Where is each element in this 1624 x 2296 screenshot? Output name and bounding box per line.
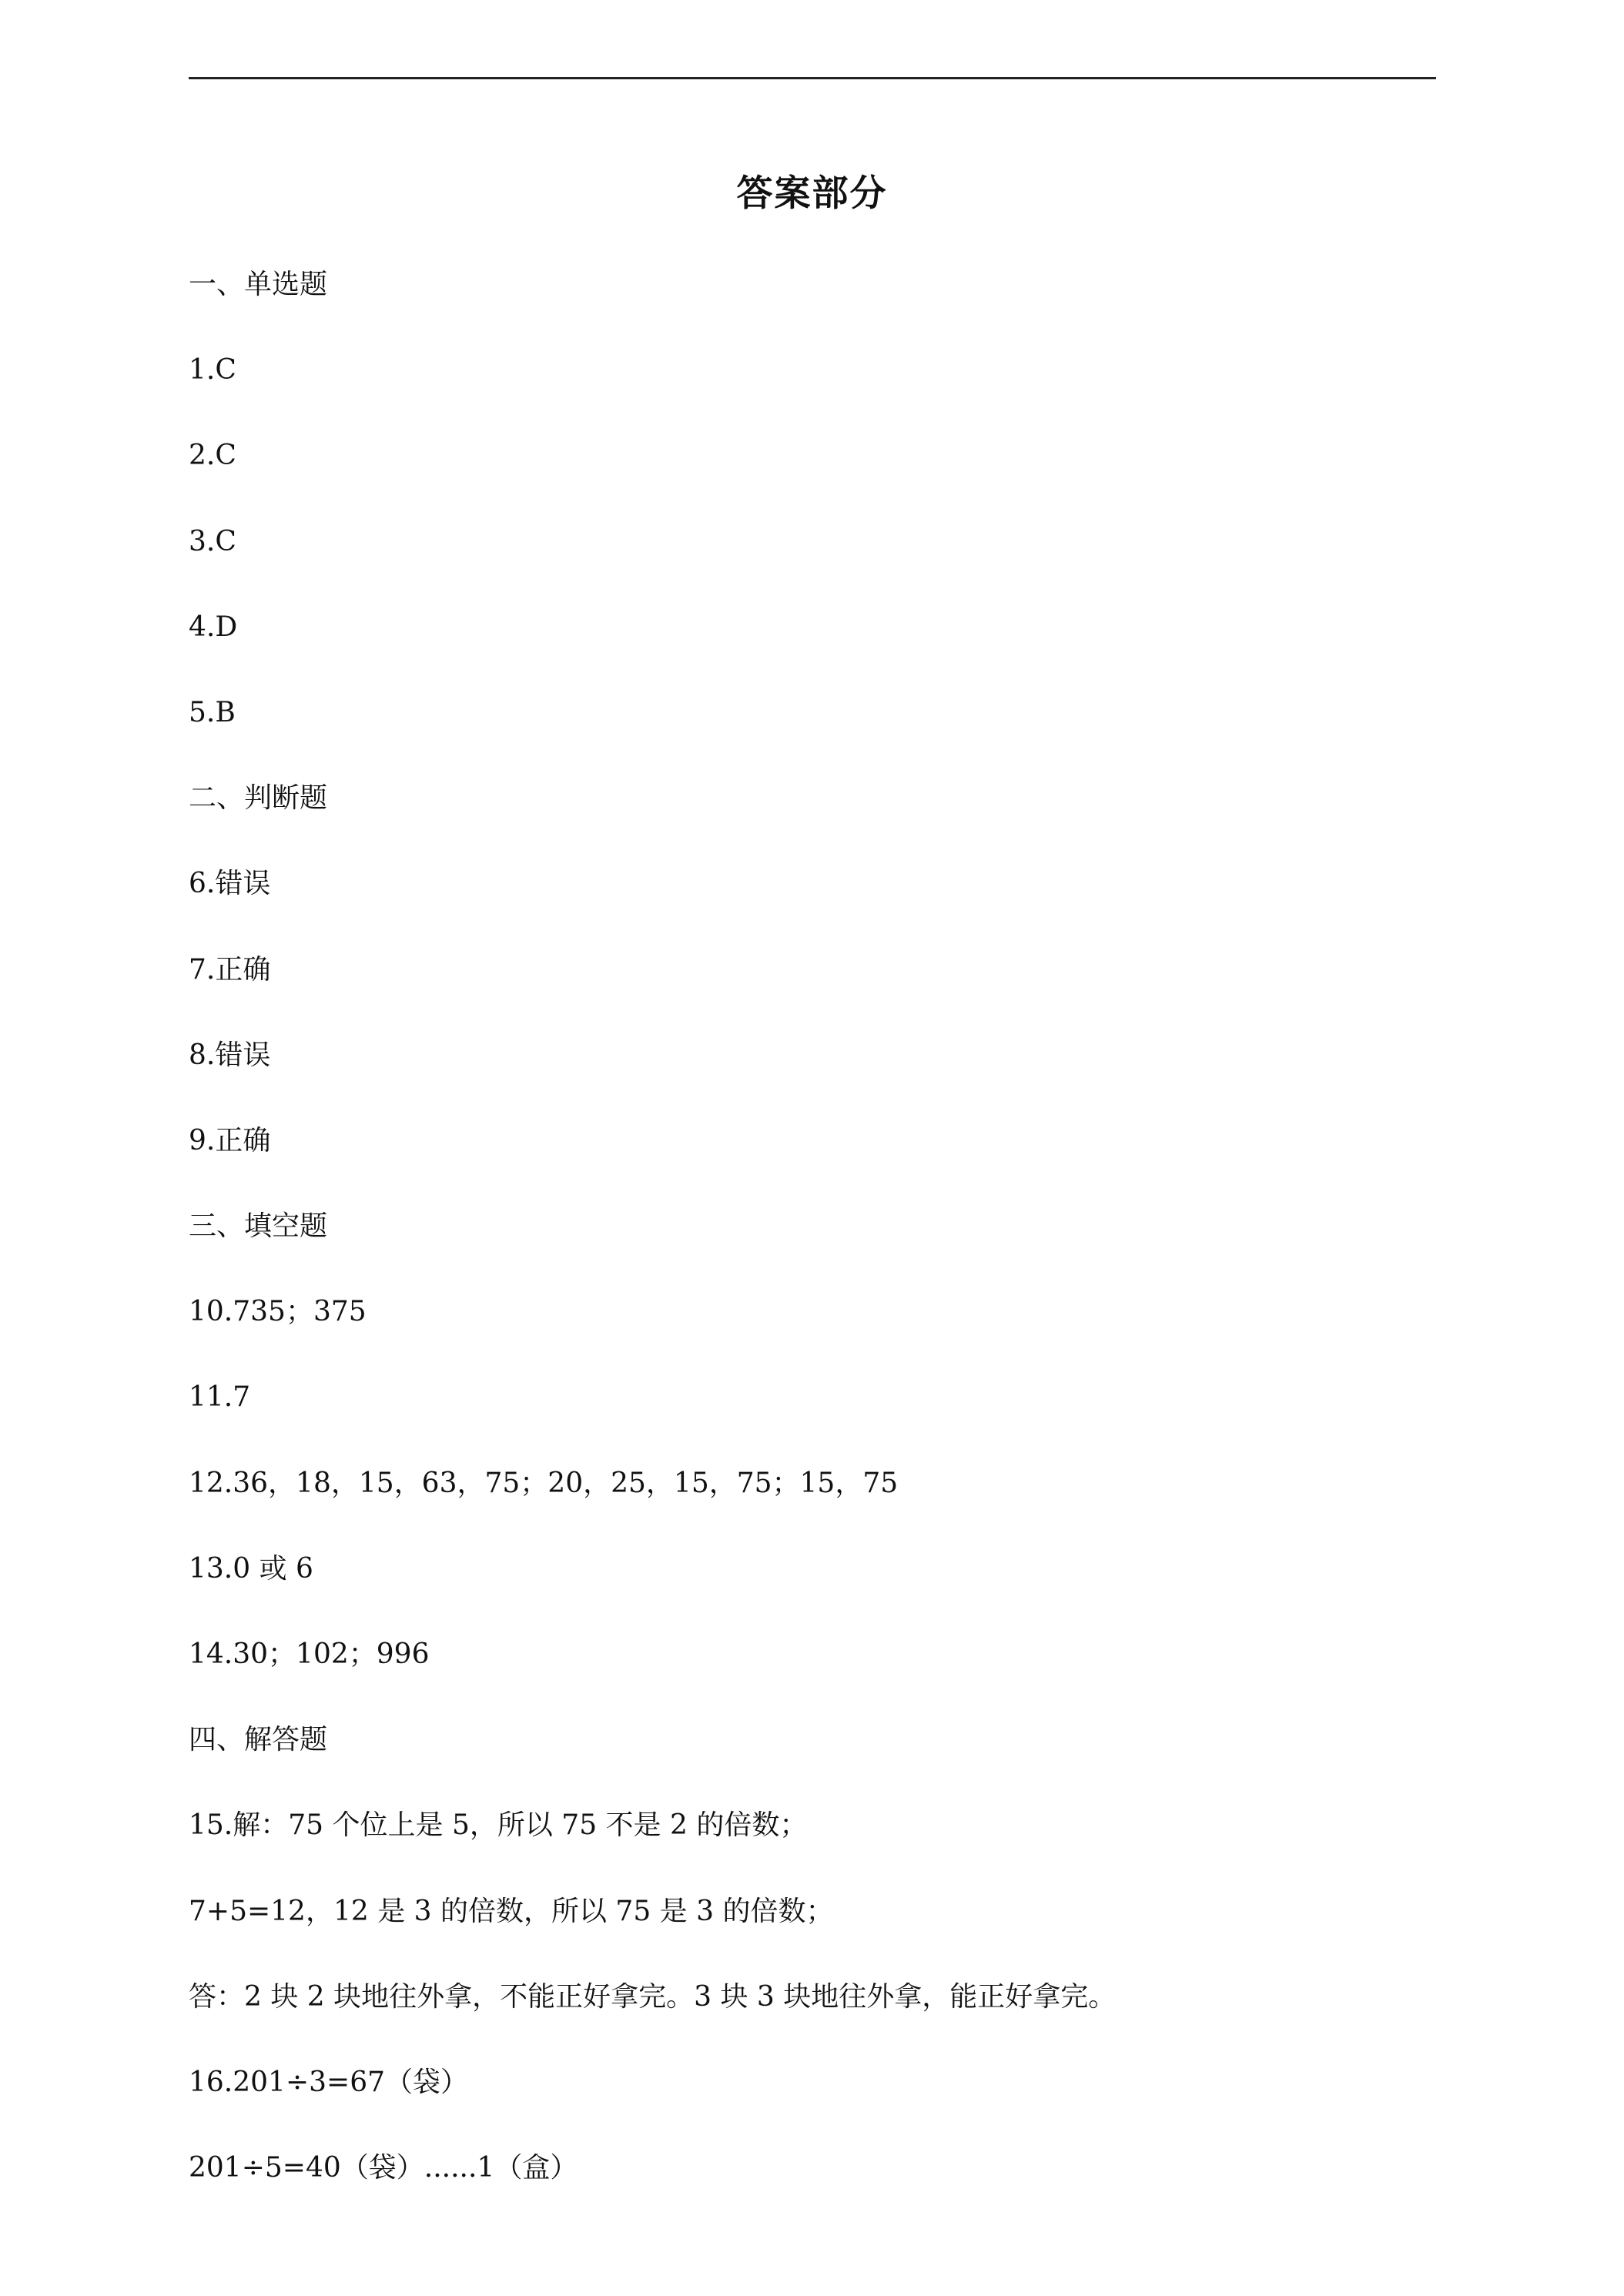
answer-body [189,263,1452,2232]
answer-line-9: 9.正确 [189,1124,271,1156]
answer-line-15-step-2: 7+5=12，12 是 3 的倍数，所以 75 是 3 的倍数； [189,1895,834,1927]
answer-line-13: 13.0 或 6 [189,1552,313,1585]
answer-line-16: 16.201÷3=67（袋） [189,2066,469,2098]
answer-line-10: 10.735；375 [189,1296,367,1328]
answer-line-6: 6.错误 [189,868,271,900]
answer-line-15: 15.解：75 个位上是 5，所以 75 不是 2 的倍数； [189,1809,808,1842]
answer-line-7: 7.正确 [189,953,271,986]
answer-line-5: 5.B [189,696,236,728]
page-title: 答案部分 [736,172,888,215]
answer-line-12: 12.36，18，15，63，75；20，25，15，75；15，75 [189,1467,899,1499]
answer-line-11: 11.7 [189,1381,251,1414]
answer-line-3: 3.C [189,525,236,557]
answer-line-4: 4.D [189,611,238,643]
answer-line-14: 14.30；102；996 [189,1638,430,1670]
section-heading-fill-blank: 三、填空题 [189,1210,328,1243]
section-heading-solutions: 四、解答题 [189,1724,328,1756]
answer-line-1: 1.C [189,354,236,387]
section-heading-single-choice: 一、单选题 [189,269,328,300]
answer-line-2: 2.C [189,440,236,472]
answer-line-8: 8.错误 [189,1039,271,1071]
answer-line-15-conclusion: 答：2 块 2 块地往外拿，不能正好拿完。3 块 3 块地往外拿，能正好拿完。 [189,1980,1117,2013]
answer-line-16-step-2: 201÷5=40（袋）......1（盒） [189,2152,578,2184]
section-heading-true-false: 二、判断题 [189,782,328,815]
header-rule [189,77,1436,79]
